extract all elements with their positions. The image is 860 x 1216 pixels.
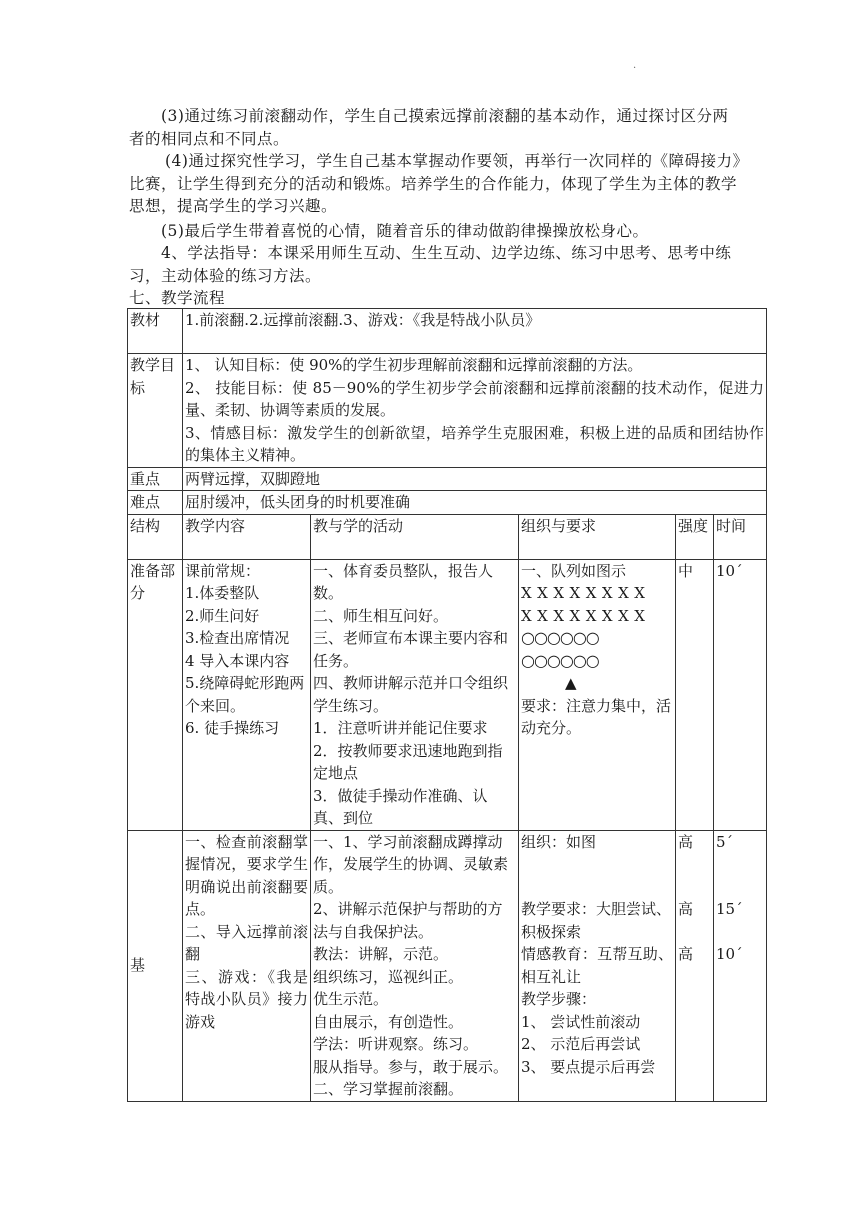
goal-cognitive: 1、 认知目标：使 90%的学生初步理解前滚翻和远撑前滚翻的方法。 — [185, 356, 643, 374]
prep-content — [183, 559, 311, 830]
row-key-point — [128, 467, 767, 491]
prep-time: 10´ — [714, 559, 767, 830]
header-organization: 组织与要求 — [519, 514, 676, 559]
header-activity: 教与学的活动 — [311, 514, 519, 559]
prep-activity-line: 3．做徒手操动作准确、认真、到位 — [313, 786, 488, 827]
row-basic — [128, 830, 767, 1101]
basic-content-line: 二、导入远撑前滚翻 — [185, 922, 308, 963]
basic-org-line: 教学步骤： — [521, 990, 597, 1008]
header-content: 教学内容 — [183, 514, 311, 559]
formation-row-x: XXXXXXXX — [521, 606, 651, 625]
basic-content-line: 三、游戏：《我是特战小队员》接力游戏 — [185, 967, 308, 1031]
basic-time-line: 5´ — [716, 832, 734, 851]
basic-intensity-line — [678, 853, 711, 876]
section-title: 七、教学流程 — [129, 289, 226, 307]
formation-row-x: XXXXXXXX — [521, 584, 651, 602]
basic-activity-line: 一、1、学习前滚翻成蹲撑动作，发展学生的协调、灵敏素质。 — [313, 832, 509, 896]
row-headers — [128, 514, 767, 559]
prep-content-line: 课前常规： — [185, 561, 261, 580]
header-intensity: 强度 — [676, 514, 714, 559]
paragraph-4: (4)通过探究性学习，学生自己基本掌握动作要领，再举行一次同样的《障碍接力》比赛，让学生得到充分的活动和锻炼。培养学生的合作能力，体现了学生为主体的教学思想，提高学生的学习兴趣。 — [129, 152, 741, 215]
paragraph-study-guide: 4、学法指导：本课采用师生互动、生生互动、边学边练、练习中思考、思考中练习，主动体验的练习方法。 — [129, 244, 732, 285]
basic-time-line — [716, 921, 764, 944]
basic-org-line: 3、 要点提示后再尝 — [521, 1057, 656, 1076]
basic-org-line: 教学要求：大胆尝试、 — [521, 900, 672, 918]
basic-time-line: 10´ — [716, 945, 743, 963]
basic-activity-line: 学法：听讲观察。练习。 — [313, 1035, 479, 1053]
prep-activity-line: 四、教师讲解示范并口令组织学生练习。 — [313, 674, 509, 715]
label-material: 教材 — [128, 309, 183, 354]
lesson-flow-table — [127, 308, 767, 1102]
paragraph-3: (3)通过练习前滚翻动作，学生自己摸索远撑前滚翻的基本动作，通过探讨区分两者的相同点和不同点。 — [129, 107, 729, 148]
prep-label: 准备部分 — [128, 559, 183, 830]
basic-activity-line: 二、学习掌握前滚翻。 — [313, 1080, 464, 1098]
basic-intensity — [676, 830, 714, 1101]
teacher-triangle-icon: ▲ — [565, 674, 577, 692]
basic-org-line: 情感教育：互帮互助、相互礼让 — [521, 945, 673, 986]
prep-activity-line: 二、师生相互问好。 — [313, 606, 449, 625]
prep-content-line: 5.绕障碍蛇形跑两个来回。 — [185, 674, 305, 715]
basic-org-line: 1、 尝试性前滚动 — [521, 1012, 641, 1031]
prep-organization — [519, 559, 676, 830]
basic-time-line — [716, 876, 764, 899]
prep-content-line: 4 导入本课内容 — [185, 651, 290, 670]
basic-organization — [519, 830, 676, 1101]
basic-time-line: 15´ — [716, 900, 743, 918]
basic-content — [183, 830, 311, 1101]
row-preparation — [128, 559, 767, 830]
basic-org-line: 积极探索 — [521, 922, 582, 941]
basic-content-line: 一、检查前滚翻掌握情况，要求学生明确说出前滚翻要点。 — [185, 832, 308, 918]
value-key-point: 两臂远撑，双脚蹬地 — [183, 467, 767, 491]
basic-org-line — [521, 876, 673, 899]
page-dot: . — [633, 60, 637, 71]
label-difficulty: 难点 — [128, 491, 183, 515]
row-material — [128, 309, 767, 354]
label-key-point: 重点 — [128, 467, 183, 491]
goal-skill: 2、 技能目标：使 85－90%的学生初步学会前滚翻和远撑前滚翻的技术动作，促进力量、柔韧、协调等素质的发展。 — [185, 378, 765, 419]
prep-activity-line: 一、体育委员整队，报告人数。 — [313, 561, 494, 602]
basic-activity-line: 自由展示，有创造性。 — [313, 1012, 464, 1031]
label-goals: 教学目标 — [128, 354, 183, 468]
goal-emotion: 3、情感目标：激发学生的创新欲望，培养学生克服困难，积极上进的品质和团结协作的集体主义精神。 — [185, 423, 765, 464]
prep-content-line: 2.师生问好 — [185, 606, 260, 625]
paragraph-5: (5)最后学生带着喜悦的心情，随着音乐的律动做韵律操操放松身心。 — [161, 222, 649, 240]
basic-org-line — [521, 853, 673, 876]
basic-activity-line: 优生示范。 — [313, 990, 389, 1008]
prep-activity-line: 2．按教师要求迅速地跑到指定地点 — [313, 741, 503, 782]
header-structure: 结构 — [128, 514, 183, 559]
header-time: 时间 — [714, 514, 767, 559]
basic-intensity-line: 高 — [678, 900, 694, 918]
basic-activity-line: 组织练习，巡视纠正。 — [313, 967, 464, 986]
basic-intensity-line: 高 — [678, 832, 694, 851]
prep-content-line: 3.检查出席情况 — [185, 629, 290, 647]
basic-activity-line: 2、讲解示范保护与帮助的方法与自我保护法。 — [313, 900, 503, 941]
prep-activity-line: 1．注意听讲并能记住要求 — [313, 719, 488, 737]
formation-requirement: 要求：注意力集中，活动充分。 — [521, 696, 672, 737]
value-difficulty: 屈肘缓冲，低头团身的时机要准确 — [183, 491, 767, 515]
basic-activity-line: 教法：讲解，示范。 — [313, 945, 449, 963]
basic-activity — [311, 830, 519, 1101]
value-goals — [183, 354, 767, 468]
basic-time — [714, 830, 767, 1101]
prep-content-line: 6. 徒手操练习 — [185, 719, 280, 737]
basic-activity-line: 服从指导。参与，敢于展示。 — [313, 1057, 509, 1076]
value-material: 1.前滚翻.2.远撑前滚翻.3、游戏：《我是特战小队员》 — [183, 309, 767, 354]
basic-label: 基 — [128, 830, 183, 1101]
basic-org-line: 2、 示范后再尝试 — [521, 1035, 641, 1053]
prep-activity — [311, 559, 519, 830]
row-difficulty — [128, 491, 767, 515]
basic-intensity-line — [678, 876, 711, 899]
prep-content-line: 1.体委整队 — [185, 584, 260, 602]
basic-intensity-line: 高 — [678, 945, 694, 963]
row-goals — [128, 354, 767, 468]
basic-time-line — [716, 853, 764, 876]
prep-activity-line: 三、老师宣布本课主要内容和任务。 — [313, 629, 509, 670]
basic-intensity-line — [678, 921, 711, 944]
basic-org-line: 组织：如图 — [521, 832, 597, 851]
formation-row-o: ○○○○○○ — [521, 628, 599, 647]
formation-row-o: ○○○○○○ — [521, 650, 599, 670]
formation-title: 一、队列如图示 — [521, 561, 627, 580]
prep-intensity: 中 — [676, 559, 714, 830]
